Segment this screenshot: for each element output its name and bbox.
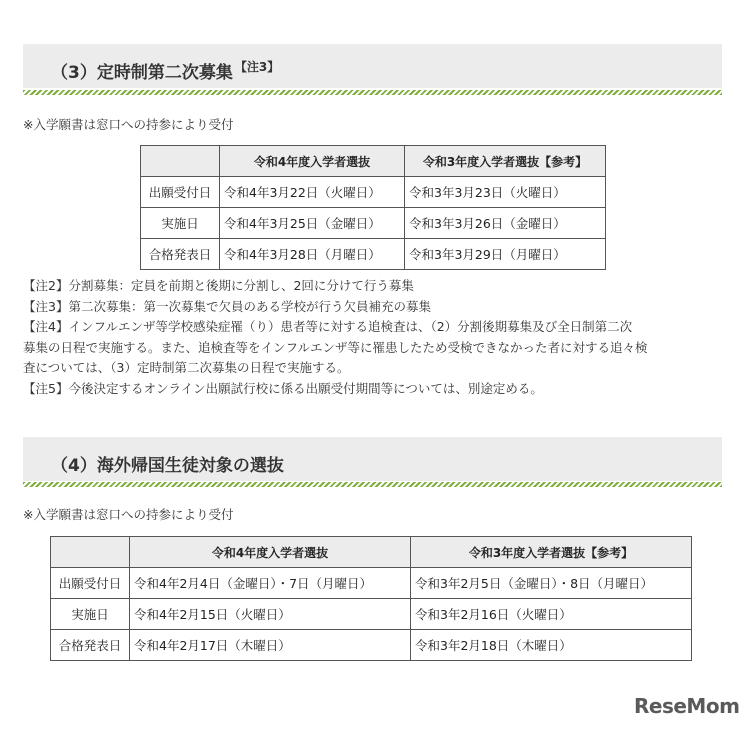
section3-title: （3）定時制第二次募集 $^{【注3】}$ bbox=[51, 60, 280, 83]
row-value-r4: 令和4年2月4日（金曜日）・7日（月曜日） bbox=[130, 568, 411, 599]
table-corner-cell bbox=[51, 537, 130, 568]
section3-header bbox=[23, 44, 722, 88]
table-row bbox=[141, 177, 606, 208]
section4-divider bbox=[23, 482, 722, 487]
section4-title: （4）海外帰国生徒対象の選抜 bbox=[51, 456, 284, 476]
section4-note: ※入学願書は窓口への持参により受付 bbox=[23, 507, 234, 522]
row-label: 合格発表日 bbox=[141, 239, 220, 270]
row-label: 合格発表日 bbox=[51, 630, 130, 661]
section4-header bbox=[23, 437, 722, 481]
footnote-line: 【注3】第二次募集：第一次募集で欠員のある学校が行う欠員補充の募集 bbox=[23, 298, 431, 314]
table-header-row bbox=[51, 537, 692, 568]
section4-table bbox=[50, 536, 692, 661]
section3-table bbox=[140, 145, 606, 270]
row-value-r3: 令和3年3月23日（火曜日） bbox=[405, 177, 606, 208]
row-value-r4: 令和4年2月17日（木曜日） bbox=[130, 630, 411, 661]
row-label: 実施日 bbox=[51, 599, 130, 630]
row-value-r3: 令和3年2月16日（火曜日） bbox=[411, 599, 692, 630]
row-value-r3: 令和3年3月26日（金曜日） bbox=[405, 208, 606, 239]
table-row bbox=[51, 599, 692, 630]
row-value-r4: 令和4年3月25日（金曜日） bbox=[220, 208, 405, 239]
table-header-r4: 令和4年度入学者選抜 bbox=[220, 146, 405, 177]
table-row bbox=[51, 630, 692, 661]
table-header-r3: 令和3年度入学者選抜【参考】 bbox=[405, 146, 606, 177]
footnote-line: 査については、（3）定時制第二次募集の日程で実施する。 bbox=[23, 360, 350, 375]
row-value-r4: 令和4年3月22日（火曜日） bbox=[220, 177, 405, 208]
section3-note: ※入学願書は窓口への持参により受付 bbox=[23, 117, 234, 132]
row-value-r3: 令和3年3月29日（月曜日） bbox=[405, 239, 606, 270]
footnote-line: 【注5】今後決定するオンライン出願試行校に係る出願受付期間等については、別途定める。 bbox=[23, 380, 543, 396]
table-header-row bbox=[141, 146, 606, 177]
table-header-r4: 令和4年度入学者選抜 bbox=[130, 537, 411, 568]
row-value-r3: 令和3年2月18日（木曜日） bbox=[411, 630, 692, 661]
row-label: 出願受付日 bbox=[51, 568, 130, 599]
table-row bbox=[141, 208, 606, 239]
footnote-line: 【注4】インフルエンザ等学校感染症罹（り）患者等に対する追検査は、（2）分割後期募集及び全日制第二次 bbox=[23, 319, 633, 334]
section3-footnotes bbox=[23, 276, 723, 399]
table-row bbox=[141, 239, 606, 270]
section3-note-ref: 【注3】 bbox=[234, 60, 280, 74]
row-value-r4: 令和4年3月28日（月曜日） bbox=[220, 239, 405, 270]
row-label: 実施日 bbox=[141, 208, 220, 239]
section3-divider bbox=[23, 90, 722, 95]
row-label: 出願受付日 bbox=[141, 177, 220, 208]
resemom-logo: ReseMom bbox=[634, 694, 740, 718]
footnote-line: 募集の日程で実施する。また、追検査等をインフルエンザ等に罹患したため受検できなかった者に対する追々検 bbox=[23, 339, 648, 355]
row-value-r4: 令和4年2月15日（火曜日） bbox=[130, 599, 411, 630]
table-row bbox=[51, 568, 692, 599]
footnote-line: 【注2】分割募集：定員を前期と後期に分割し、2回に分けて行う募集 bbox=[23, 278, 414, 293]
row-value-r3: 令和3年2月5日（金曜日）・8日（月曜日） bbox=[411, 568, 692, 599]
table-corner-cell bbox=[141, 146, 220, 177]
table-header-r3: 令和3年度入学者選抜【参考】 bbox=[411, 537, 692, 568]
